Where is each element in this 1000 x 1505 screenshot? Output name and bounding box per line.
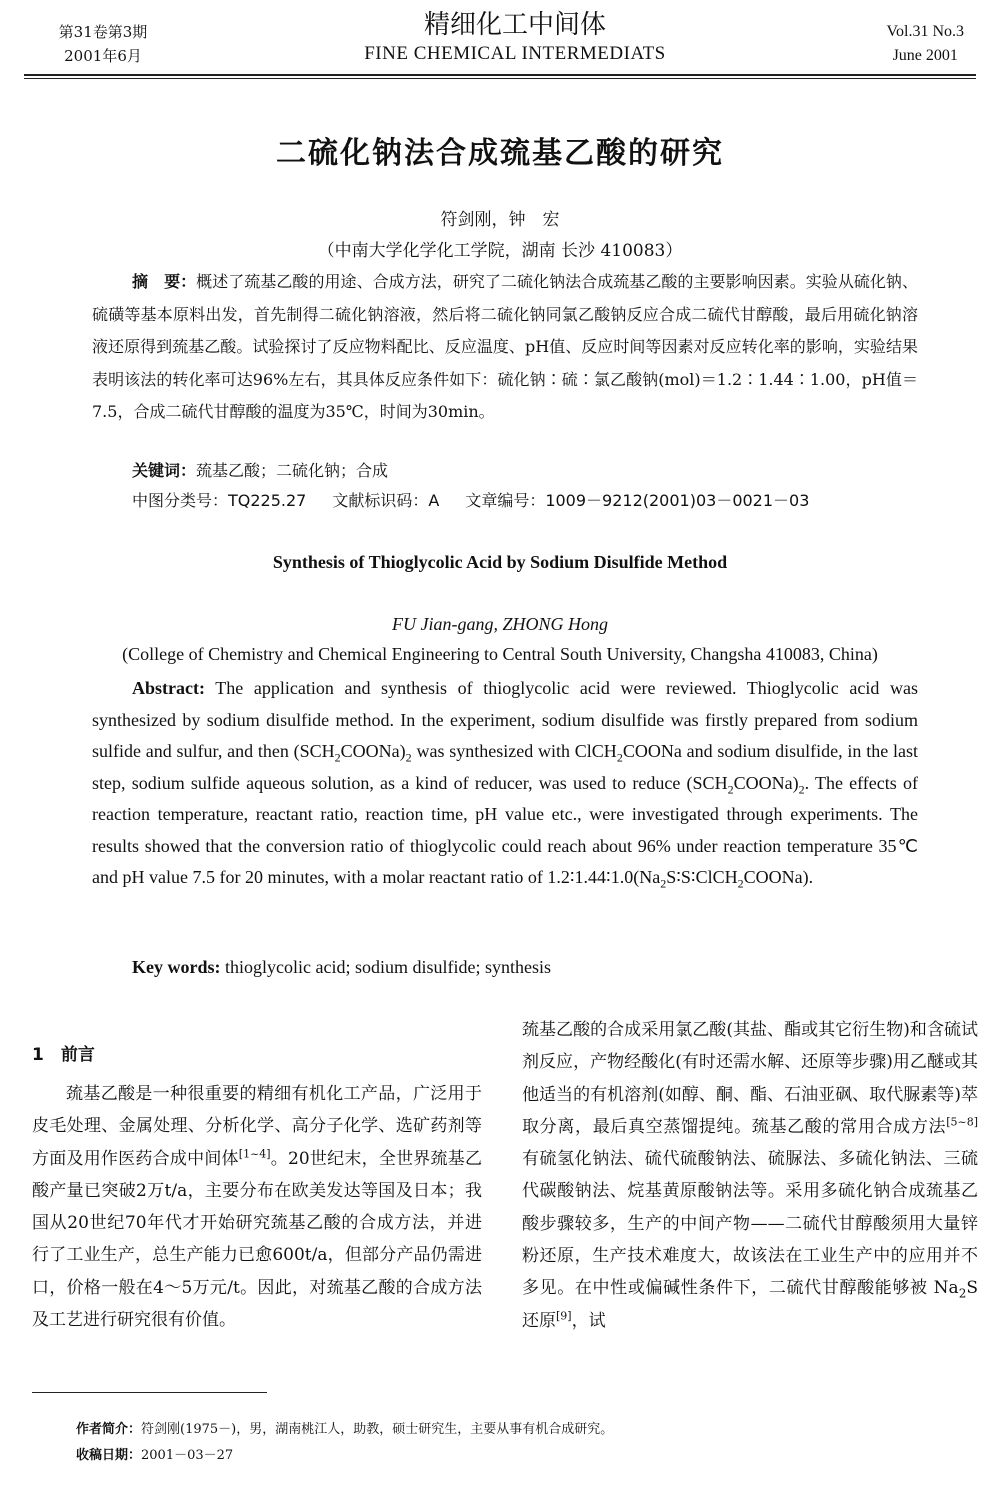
abstract-cn-text: 概述了巯基乙酸的用途、合成方法，研究了二硫化钠法合成巯基乙酸的主要影响因素。实验从硫化钠、硫磺等基本原料出发，首先制得二硫化钠溶液，然后将二硫化钠同氯乙酸钠反应合成二硫代甘醇酸，最后用硫化钠溶液还原得到巯基乙酸。试验探讨了反应物料配比、反应温度、pH值、反应时间等因素对反应转化率的影响，实验结果表明该法的转化率可达96%左右，其具体反应条件如下：硫化钠∶硫∶氯乙酸钠(mol)＝1.2∶1.44∶1.00，pH值＝7.5，合成二硫代甘醇酸的温度为35℃，时间为30min。	[92, 272, 918, 421]
abstract-en-text: COONa)	[733, 772, 799, 793]
abstract-en-text: S∶S∶ClCH	[666, 867, 738, 887]
footnote-received	[76, 1444, 233, 1463]
footnote-author	[76, 1418, 613, 1437]
abstract-en-text: The application and synthesis of thioglycolic acid were reviewed. Thioglycolic acid was synthesized by sodium disulfide method. In the experiment, sodium disulfide was firstly prepared from sodium sulfide and sulfur, and then (SCH	[92, 678, 918, 761]
citation: [9]	[556, 1309, 572, 1323]
authors-cn: 符剑刚，钟 宏	[440, 210, 560, 230]
header-right	[887, 20, 965, 68]
header-rule	[24, 74, 976, 76]
affiliation-en: (College of Chemistry and Chemical Engineering to Central South University, Changsha 410083, China)	[122, 644, 878, 664]
keywords-cn	[132, 458, 388, 481]
subscript: 2	[660, 876, 667, 891]
subscript: 2	[334, 750, 341, 765]
document-code: 文献标识码：A	[332, 491, 440, 510]
footnote-rule	[32, 1392, 267, 1393]
paragraph-text: 有硫氢化钠法、硫代硫酸钠法、硫脲法、多硫化钠法、三硫代碳酸钠法、烷基黄原酸钠法等。采用多硫化钠合成巯基乙酸步骤较多，生产的中间产物——二硫代甘醇酸须用大量锌粉还原，生产技术难度大，故该法在工业生产中的应用并不多见。在中性或偏碱性条件下，二硫代甘醇酸能够被 Na	[522, 1149, 978, 1299]
keywords-cn-label: 关键词：	[132, 461, 197, 480]
affiliation-cn: （中南大学化学化工学院，湖南 长沙 410083）	[317, 241, 683, 261]
keywords-cn-text: 巯基乙酸；二硫化钠；合成	[196, 461, 389, 480]
citation: [1~4]	[238, 1146, 271, 1160]
subscript: 2	[958, 1286, 967, 1301]
subscript: 2	[616, 750, 623, 765]
paragraph-text: S 还原	[522, 1278, 978, 1331]
keywords-en-text: thioglycolic acid; sodium disulfide; synthesis	[220, 957, 551, 977]
header-left	[44, 20, 162, 68]
paragraph-text: ，试	[571, 1310, 606, 1331]
article-number: 文章编号：1009－9212(2001)03－0021－03	[465, 491, 810, 510]
abstract-en-text: was synthesized with ClCH	[411, 741, 617, 761]
authors-en: FU Jian-gang, ZHONG Hong	[392, 614, 608, 634]
abstract-en-text: . The effects of reaction temperature, reactant ratio, reaction time, pH value etc., were investigated through experiments. The results showed that the conversion ratio of thioglycolic could reach about 96% under reaction temperature 35℃ and pH value 7.5 for 20 minutes, with a molar reactant ratio of 1.2∶1.44∶1.0(Na	[92, 772, 918, 887]
subscript: 2	[727, 782, 734, 797]
abstract-en-text: COONa and sodium disulfide, in the last step, sodium sulfide aqueous solution, as a kind of reducer, was used to reduce (SCH	[92, 741, 918, 793]
header-center	[300, 8, 730, 66]
volume-en: Vol.31 No.3	[886, 23, 964, 40]
abstract-cn-label: 摘 要：	[132, 272, 197, 291]
abstract-en-text: COONa)	[340, 741, 406, 761]
keywords-en	[132, 957, 551, 978]
footnote-received-label: 收稿日期：	[76, 1448, 142, 1463]
subscript: 2	[737, 876, 744, 891]
section-heading: 1 前言	[32, 1045, 95, 1065]
date-cn: 2001年6月	[64, 47, 142, 65]
subscript: 2	[798, 782, 805, 797]
footnote-author-label: 作者简介：	[76, 1422, 142, 1437]
abstract-cn	[92, 266, 918, 429]
classification-line	[132, 488, 835, 511]
footnote-received-text: 2001－03－27	[141, 1448, 234, 1463]
abstract-en-text: COONa).	[743, 867, 814, 887]
journal-title-cn: 精细化工中间体	[423, 10, 606, 40]
paragraph-text: 巯基乙酸的合成采用氯乙酸(其盐、酯或其它衍生物)和含硫试剂反应，产物经酸化(有时还需水解、还原等步骤)用乙醚或其他适当的有机溶剂(如醇、酮、酯、石油亚砜、取代脲素等)萃取分离，最后真空蒸馏提纯。巯基乙酸的常用合成方法	[522, 1020, 978, 1137]
body-column-left	[32, 1078, 482, 1336]
body-column-right	[522, 1014, 978, 1337]
volume-cn: 第31卷第3期	[58, 23, 148, 41]
paper-title-cn: 二硫化钠法合成巯基乙酸的研究	[276, 136, 724, 171]
citation: [5~8]	[946, 1115, 978, 1129]
subscript: 2	[405, 750, 412, 765]
header-rule-thin	[24, 78, 976, 79]
footnote-author-text: 符剑刚(1975－)，男，湖南桃江人，助教，硕士研究生，主要从事有机合成研究。	[141, 1422, 614, 1437]
paragraph-text: 。20世纪末，全世界巯基乙酸产量已突破2万t/a，主要分布在欧美发达等国及日本；我国从20世纪70年代才开始研究巯基乙酸的合成方法，并进行了工业生产，总生产能力已愈600t/a，但部分产品仍需进口，价格一般在4～5万元/t。因此，对巯基乙酸的合成方法及工艺进行研究很有价值。	[32, 1148, 482, 1331]
date-en: June 2001	[892, 47, 958, 64]
keywords-en-label: Key words:	[132, 957, 221, 977]
clc-number: 中图分类号：TQ225.27	[132, 491, 307, 510]
journal-title-en: FINE CHEMICAL INTERMEDIATS	[364, 43, 666, 64]
abstract-en-label: Abstract:	[132, 678, 205, 698]
paper-title-en: Synthesis of Thioglycolic Acid by Sodium Disulfide Method	[272, 552, 728, 572]
abstract-en	[92, 673, 918, 894]
paragraph-text: 巯基乙酸是一种很重要的精细有机化工产品，广泛用于皮毛处理、金属处理、分析化学、高分子化学、选矿药剂等方面及用作医药合成中间体	[32, 1084, 482, 1169]
